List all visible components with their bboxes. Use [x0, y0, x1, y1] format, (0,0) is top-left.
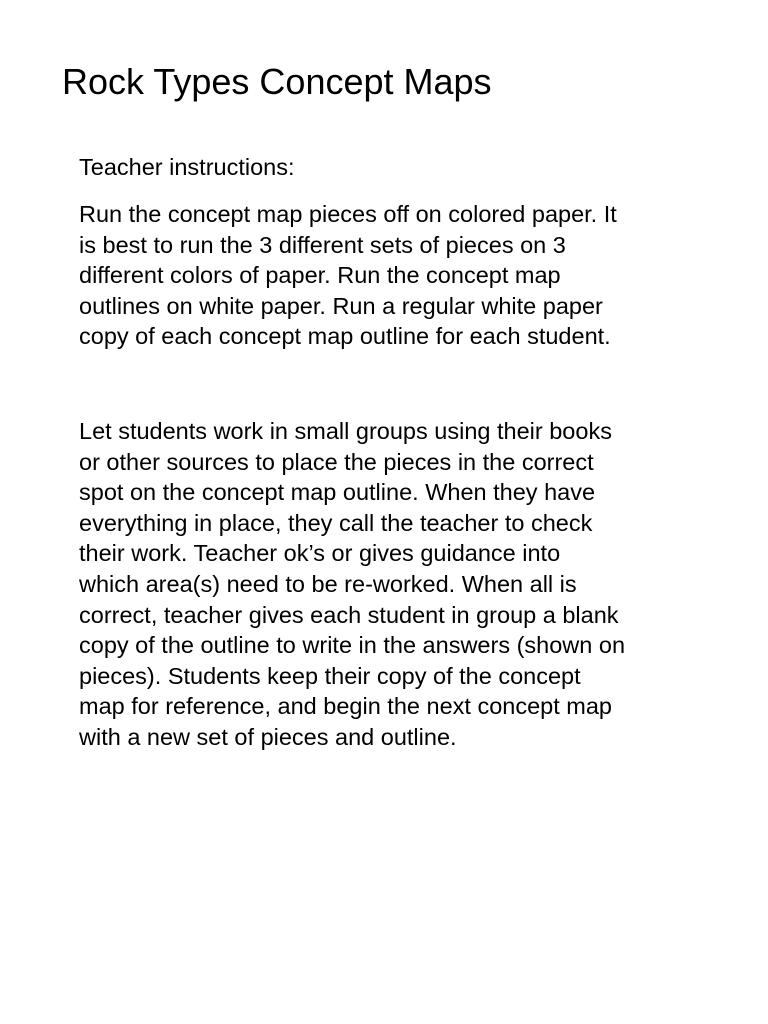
- paragraph-line: correct, teacher gives each student in group a blank: [79, 601, 619, 628]
- instructions-paragraph-2: [79, 416, 625, 753]
- page-title: Rock Types Concept Maps: [62, 61, 492, 102]
- paragraph-line: copy of the outline to write in the answers (shown on: [79, 632, 626, 659]
- paragraph-line: is best to run the 3 different sets of pieces on 3: [79, 231, 566, 258]
- paragraph-line: copy of each concept map outline for each student.: [79, 323, 611, 350]
- paragraph-line: with a new set of pieces and outline.: [79, 723, 457, 750]
- paragraph-line: different colors of paper. Run the concept map: [79, 262, 561, 289]
- paragraph-line: their work. Teacher ok’s or gives guidance into: [79, 540, 561, 567]
- paragraph-line: pieces). Students keep their copy of the concept: [79, 662, 581, 689]
- paragraph-line: map for reference, and begin the next concept map: [79, 693, 612, 720]
- paragraph-line: or other sources to place the pieces in the correct: [79, 448, 594, 475]
- paragraph-line: Let students work in small groups using their books: [79, 418, 612, 444]
- paragraph-line: which area(s) need to be re-worked. When all is: [79, 570, 577, 597]
- paragraph-line: spot on the concept map outline. When they have: [79, 479, 596, 506]
- paragraph-line: Run the concept map pieces off on colored paper. It: [79, 201, 617, 227]
- paragraph-line: outlines on white paper. Run a regular white paper: [79, 292, 603, 319]
- teacher-instructions-heading: Teacher instructions:: [79, 154, 295, 180]
- instructions-paragraph-1: [79, 199, 617, 352]
- paragraph-line: everything in place, they call the teacher to check: [79, 509, 593, 536]
